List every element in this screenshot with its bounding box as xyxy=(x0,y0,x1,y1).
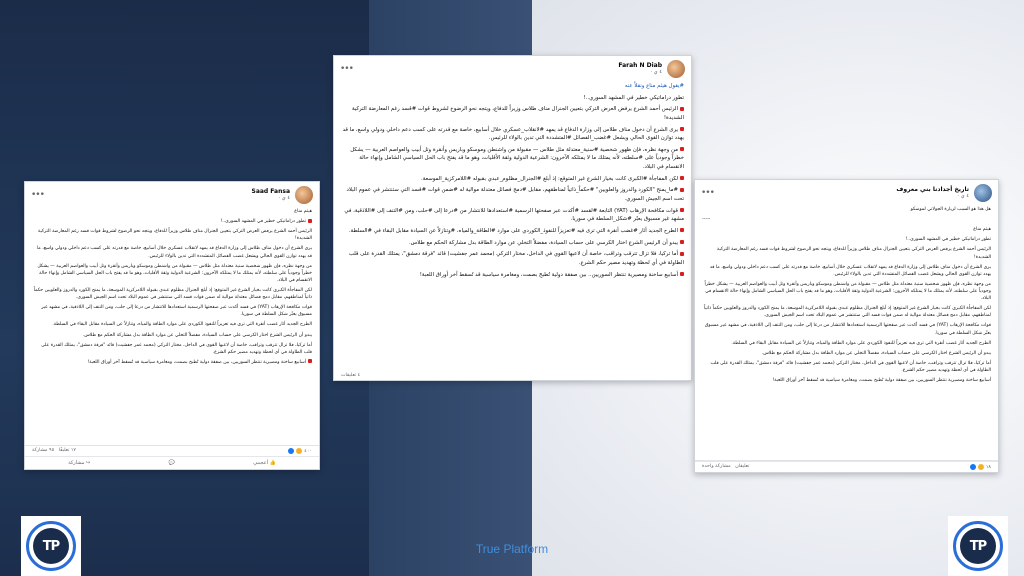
post-paragraph: من وجهة نظره، فإن ظهور شخصية سنية معتدلة مثل طلاس — مقبولة من واشنطن وموسكو وباريس وأنقرة وتل أبيب والعواصم العربية — يشكل خطراً وجودياً على سلطته، لأنه يمتلك ما لا يمتلكه الآخرون: الشرعية الدولية وثقة الأقليات، وهو ما قد يفتح باب الحل السياسي الشامل وإنهاء حالة الانقسام في البلاد. xyxy=(37,263,312,283)
red-square-icon xyxy=(680,272,684,276)
red-square-icon xyxy=(680,176,684,180)
post-time[interactable]: ٤ ي · xyxy=(650,68,662,75)
share-count[interactable]: ٩٥ مشاركة xyxy=(32,448,55,453)
like-reaction-icon xyxy=(970,464,976,470)
post-footer xyxy=(695,460,998,472)
post-body xyxy=(334,82,691,279)
comment-count[interactable]: ٤ تعليقات xyxy=(341,373,361,378)
post-paragraph: قوات مكافحة الإرهاب (YAT) في قسد أكدت عبر صفحتها الرسمية استعدادها للانتشار من درعا إلى حلب، ومن التنف إلى اللاذقية، في مشهد غير مسبوق يعبّر شكل السلطة في سوريا. xyxy=(704,323,991,336)
haha-reaction-icon xyxy=(978,464,984,470)
post-card-right xyxy=(694,179,999,473)
post-paragraph: أما تركيا، فلا تزال تترقب وتراقب، خاصة أن لاعبها القوي في الداخل، مختار التركي (محمد عمر جفشيت) قائد "فرقة دمشق"، يمتلك القدرة على قلب الطاولة في أي لحظة وتهديد مصير حكم الشرع. xyxy=(41,342,312,355)
post-time[interactable]: ٤ ي · xyxy=(957,192,969,199)
avatar[interactable] xyxy=(295,186,313,204)
reaction-count[interactable]: ١٨ xyxy=(970,464,991,470)
post-footer xyxy=(25,445,319,469)
post-paragraph: يبدو أن الرئيس الشرع اختار الكرسي على حساب السيادة، مفضلاً التخلي عن موارد الطاقة بدل مشاركة الحكم مع طلاس. xyxy=(408,239,678,246)
comment-count[interactable]: تعليقان xyxy=(735,464,750,469)
post-paragraph: هل هذا هو السبب لزيارة الجولاني لموسكو xyxy=(910,207,991,212)
post-paragraph: يرى الشرع أن دخول مناف طلاس إلى وزارة الدفاع قد يمهد لانقلاب عسكري خلال أسابيع، خاصة مع قدرته على كسب دعم داخلي ودولي واسع، ما قد يهدد توازن القوى الحالي ويشعل غضب الفصائل المتشددة التي تدين بالولاء للرئيس. xyxy=(709,264,991,277)
like-reaction-icon xyxy=(288,448,294,454)
post-paragraph: #ما_يمنح "الكورد والدروز والعلويين" #حكماً_ذاتياً لمناطقهم، مقابل #دمج فصائل معتدلة موالية له #ضمن قوات #قسد التي ستنتشر في عموم البلاد تحت اسم الجيش السوري. xyxy=(346,187,684,203)
post-paragraph: يبدو أن الرئيس الشرع اختار الكرسي على حساب السيادة، مفضلاً التخلي عن موارد الطاقة بدل مشاركة الحكم مع طلاس. xyxy=(82,332,312,338)
comment-icon: 💬 xyxy=(168,460,175,466)
post-footer xyxy=(334,371,691,380)
post-paragraph: أما تركيا، فلا تزال تترقب وتراقب، خاصة أن لاعبها القوي في الداخل، مختار التركي (محمد عمر جفشيت) قائد "فرقة دمشق"، يمتلك القدرة على قلب الطاولة في أي لحظة وتهديد مصير حكم الشرع. xyxy=(710,360,991,373)
brand-logo: TP xyxy=(26,521,76,571)
red-square-icon xyxy=(680,228,684,232)
post-paragraph: لكن المفاجأة الكبرى كانت بخيار الشرع غير المتوقع: إذ أبلغ الجنرال مظلوم عبدي بقبوله اللامركزية الموسعة، ما يمنح الكورد والدروز والعلويين حكماً ذاتياً لمناطقهم، مقابل دمج فصائل معتدلة موالية له ضمن قوات قسد التي ستنتشر في عموم البلاد تحت اسم الجيش السوري. xyxy=(33,287,312,301)
brand-logo: TP xyxy=(953,521,1003,571)
post-paragraph: تطور دراماتيكي خطير في المشهد السوري..! xyxy=(220,219,306,225)
red-square-icon xyxy=(308,219,312,223)
share-count[interactable]: مشاركة واحدة xyxy=(702,464,731,469)
post-paragraph: الطرح الجديد أثار #غضب أنقرة التي ترى فيه #تعزيزاً للنفوذ_الكوردي على موارد #الطاقة_والمياه، #وتنازلاً عن السيادة مقابل البقاء في #السلطة. xyxy=(348,227,678,234)
post-paragraph: أسابيع ساخنة ومصيرية تنتظر السوريين، بين صفقة دولية تُطبخ بصمت، ومغامرة سياسية قد تُسقط آخر أوراق اللعبة! xyxy=(772,378,991,384)
author-name[interactable]: تاريخ أجدادنا بني معروف xyxy=(896,185,969,193)
post-paragraph: من وجهة نظره، فإن ظهور شخصية #سنية_معتدلة مثل طلاس — مقبولة من واشنطن وموسكو وباريس وأنقرة وتل أبيب والعواصم العربية — يشكل خطراً وجودياً على #سلطته، لأنه يمتلك ما لا يمتلكه الآخرون: الشرعية الدولية وثقة الأقليات، وهو ما قد يفتح باب الحل السياسي الشامل وإنهاء حالة الانقسام في البلاد. xyxy=(350,146,684,171)
post-time[interactable]: ٤ ي · xyxy=(278,194,290,201)
author-name[interactable]: Farah N Diab xyxy=(618,61,662,69)
red-square-icon xyxy=(680,127,684,131)
red-square-icon xyxy=(680,208,684,212)
red-square-icon xyxy=(308,359,312,363)
post-paragraph: هيثم مناع xyxy=(973,227,991,233)
post-paragraph: قوات مكافحة الإرهاب (YAT) في قسد أكدت عبر صفحتها الرسمية استعدادها للانتشار من درعا إلى حلب، ومن التنف إلى اللاذقية، في مشهد غير مسبوق يعبّر شكل السلطة في سوريا. xyxy=(41,305,312,318)
post-paragraph: تطور دراماتيكي خطير في المشهد السوري..! xyxy=(583,94,684,101)
post-paragraph: يبدو أن الرئيس الشرع اختار الكرسي على حساب السيادة، مفضلاً التخلي عن موارد الطاقة بدل مشاركة الحكم مع طلاس. xyxy=(761,350,991,356)
comment-count[interactable]: ١٧ تعليقًا xyxy=(58,448,77,453)
more-options-icon[interactable]: ••• xyxy=(701,188,714,198)
post-paragraph: لكن المفاجأة #الكبرى كانت بخيار الشرع غير المتوقع: إذ أبلغ #الجنرال_مظلوم_عبدي بقبوله #اللامركزية_الموسعة. xyxy=(420,175,678,182)
red-square-icon xyxy=(680,147,684,151)
red-square-icon xyxy=(680,107,684,111)
post-card-center xyxy=(333,55,692,381)
post-paragraph: قوات مكافحة الإرهاب (YAT) التابعة #لقسد #أكدت عبر صفحتها الرسمية #استعدادها للانتشار من #درعا إلى #حلب، ومن #التنف إلى #اللاذقية، في مشهد غير مسبوق يعبّر #شكل_السلطة في سوريا. xyxy=(344,207,684,223)
post-paragraph: من وجهة نظره، فإن ظهور شخصية سنية معتدلة مثل طلاس — مقبولة من واشنطن وموسكو وباريس وأنقرة وتل أبيب والعواصم العربية — يشكل خطراً وجودياً على سلطته، لأنه يمتلك ما لا يمتلكه الآخرون: الشرعية الدولية وثقة الأقليات، وهو ما قد يفتح باب الحل السياسي الشامل وإنهاء حالة الانقسام في البلاد. xyxy=(704,281,991,302)
more-options-icon[interactable]: ••• xyxy=(31,190,44,200)
post-paragraph: تطور دراماتيكي خطير في المشهد السوري..! xyxy=(905,237,991,243)
post-body xyxy=(25,208,319,366)
post-paragraph: الطرح الجديد أثار غضب أنقرة التي ترى فيه تعزيزاً للنفوذ الكوردي على موارد الطاقة والمياه، وتنازلاً عن السيادة مقابل البقاء في السلطة. xyxy=(731,340,991,346)
post-paragraph: الطرح الجديد أثار غضب أنقرة التي ترى فيه تعزيزاً للنفوذ الكوردي على موارد الطاقة والمياه، وتنازلاً عن السيادة مقابل البقاء في السلطة. xyxy=(52,322,312,328)
avatar[interactable] xyxy=(667,60,685,78)
haha-reaction-icon xyxy=(296,448,302,454)
avatar[interactable] xyxy=(974,184,992,202)
post-paragraph: #يقول هيثم مناع ونقلاً عنه xyxy=(624,83,684,89)
red-square-icon xyxy=(680,188,684,192)
comment-button[interactable] xyxy=(169,460,175,466)
share-icon: ↪ xyxy=(85,460,91,466)
post-paragraph: أما تركيا، فلا تزال تترقب وتراقب، خاصة أن لاعبها القوي في الداخل، مختار التركي (محمد عمر جفشيت) قائد "فرقة دمشق"، يمتلك القدرة على قلب الطاولة في أي لحظة وتهديد مصير حكم الشرع. xyxy=(348,251,684,266)
share-button[interactable]: ↪ مشاركة xyxy=(68,460,91,466)
thumbs-up-icon: 👍 xyxy=(269,460,276,466)
post-paragraph: الرئيس أحمد الشرع يرفض العرض التركي بتعيين الجنرال مناف طلاس وزيراً للدفاع، ويتجه نحو الرضوخ لشروط قوات قسد رغم المعارضة التركية الشديدة! xyxy=(37,229,312,242)
post-body xyxy=(695,206,998,384)
post-paragraph: الرئيس أحمد الشرع يرفض العرض التركي بتعيين الجنرال مناف طلاس وزيراً للدفاع، ويتجه نحو الرضوخ لشروط قوات #قسد رغم المعارضة التركية الشديدة! xyxy=(351,106,684,121)
post-paragraph: هيثم مناع xyxy=(294,209,312,214)
post-card-left xyxy=(24,181,320,470)
more-options-icon[interactable]: ••• xyxy=(340,64,353,74)
post-paragraph: ----- xyxy=(702,217,711,223)
reaction-count[interactable]: ٤٠٠ xyxy=(288,448,312,454)
post-paragraph: يرى الشرع أن دخول مناف طلاس إلى وزارة الدفاع قد يمهد #لانقلاب_عسكري خلال أسابيع، خاصة مع قدرته على كسب دعم داخلي ودولي واسع، ما قد يهدد توازن القوى الحالي ويشعل #غضب_الفصائل #المتشددة التي تدين بالولاء للرئيس. xyxy=(342,126,684,142)
author-name[interactable]: Saad Fansa xyxy=(251,187,290,195)
post-paragraph: أسابيع ساخنة ومصيرية تنتظر السوريين.. بين صفقة دولية تُطبخ بصمت، ومغامرة سياسية قد تُسقط آخر أوراق اللعبة! xyxy=(419,271,678,278)
red-square-icon xyxy=(680,252,684,256)
post-paragraph: لكن المفاجأة الكبرى كانت بخيار الشرع غير المتوقع: إذ أبلغ الجنرال مظلوم عبدي بقبوله اللامركزية الموسعة، ما يمنح الكورد والدروز والعلويين حكماً ذاتياً لمناطقهم، مقابل دمج فصائل معتدلة موالية له ضمن قوات قسد التي ستنتشر في عموم البلاد تحت اسم الجيش السوري. xyxy=(703,306,991,319)
brand-name: True Platform xyxy=(475,542,549,556)
post-paragraph: يرى الشرع أن دخول مناف طلاس إلى وزارة الدفاع قد يمهد لانقلاب عسكري خلال أسابيع، خاصة مع قدرته على كسب دعم داخلي ودولي واسع، ما قد يهدد توازن القوى الحالي ويشعل غضب الفصائل المتشددة التي تدين بالولاء للرئيس. xyxy=(36,246,312,259)
post-paragraph: الرئيس أحمد الشرع يرفض العرض التركي بتعيين الجنرال مناف طلاس وزيراً للدفاع، ويتجه نحو الرضوخ لشروط قوات قسد رغم المعارضة التركية الشديدة! xyxy=(716,247,991,260)
post-paragraph: أسابيع ساخنة ومصيرية تنتظر السوريين، بين صفقة دولية تُطبخ بصمت، ومغامرة سياسية قد تُسقط آخر أوراق اللعبة! xyxy=(87,359,306,365)
red-square-icon xyxy=(680,240,684,244)
like-button[interactable]: 👍 أعجبني xyxy=(253,460,276,466)
